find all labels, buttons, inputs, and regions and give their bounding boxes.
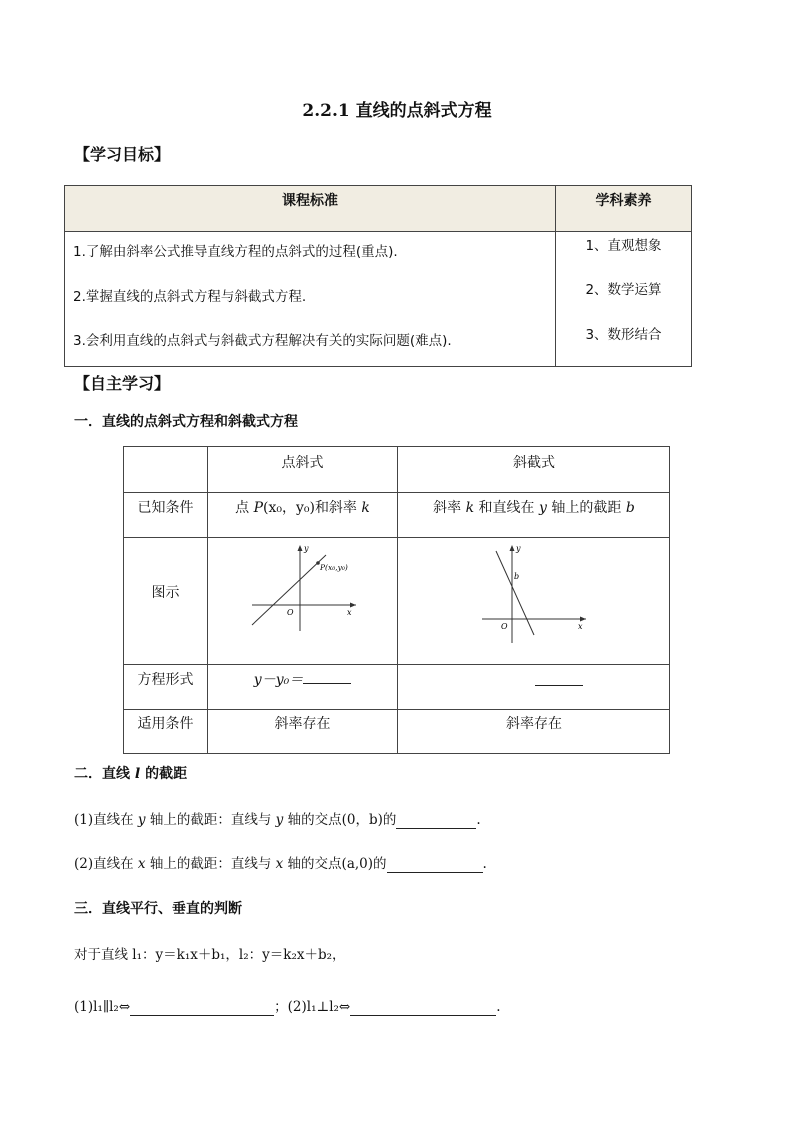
var-y: y bbox=[539, 500, 547, 516]
var-k: k bbox=[465, 500, 475, 516]
text: 轴的交点(0，b)的 bbox=[283, 812, 397, 828]
parallel-perpendicular-questions bbox=[74, 995, 501, 1016]
table-row-divider bbox=[124, 664, 669, 665]
table-row-divider bbox=[124, 492, 669, 493]
part3-heading: 三．直线平行、垂直的判断 bbox=[74, 901, 242, 917]
text: 轴的交点(a,0)的 bbox=[283, 856, 387, 872]
var-x: x bbox=[137, 856, 146, 872]
header-slope-intercept: 斜截式 bbox=[513, 455, 555, 471]
answer-blank[interactable] bbox=[387, 856, 483, 873]
header-point-slope: 点斜式 bbox=[281, 455, 324, 471]
row-label-form: 方程形式 bbox=[137, 672, 194, 688]
var-y: y bbox=[275, 812, 284, 828]
part1-heading: 一．直线的点斜式方程和斜截式方程 bbox=[74, 414, 298, 430]
text: (2)直线在 bbox=[74, 856, 138, 872]
origin-label: O bbox=[287, 608, 294, 617]
form-point-slope bbox=[208, 669, 397, 689]
text: 的截距 bbox=[140, 766, 188, 782]
text: 和直线在 bbox=[474, 500, 540, 516]
period: . bbox=[476, 812, 481, 828]
row-label-condition: 适用条件 bbox=[137, 716, 194, 732]
var-P: P bbox=[253, 500, 263, 516]
point-coords: (x₀，y₀) bbox=[262, 500, 315, 516]
point-slope-figure bbox=[244, 539, 364, 663]
goals-header-literacy: 学科素养 bbox=[595, 193, 652, 209]
x-axis-arrow bbox=[580, 617, 586, 622]
text: 二．直线 bbox=[74, 766, 135, 782]
section-self-study: 【自主学习】 bbox=[74, 374, 171, 393]
answer-blank[interactable] bbox=[396, 812, 476, 829]
y-axis-label: y bbox=[304, 544, 309, 553]
x-axis-arrow bbox=[350, 603, 356, 608]
text: 轴上的截距 bbox=[546, 500, 626, 516]
y-axis-arrow bbox=[298, 545, 303, 551]
var-k: k bbox=[361, 500, 370, 516]
intercept-y-line bbox=[74, 808, 481, 829]
origin-label: O bbox=[501, 622, 508, 631]
row-label-figure: 图示 bbox=[151, 585, 180, 601]
text: 轴上的截距：直线与 bbox=[145, 812, 276, 828]
y-axis-label: y bbox=[516, 544, 521, 553]
text: 和斜率 bbox=[314, 500, 362, 516]
known-slope-intercept bbox=[398, 497, 670, 517]
equation-expr: y－y₀＝ bbox=[253, 672, 304, 688]
text: 斜率 bbox=[433, 500, 466, 516]
literacy-item: 1、直观想象 bbox=[585, 238, 662, 254]
part2-heading bbox=[74, 763, 187, 783]
text: (1)直线在 bbox=[74, 812, 138, 828]
slope-intercept-figure bbox=[474, 539, 594, 663]
table-row-divider bbox=[124, 537, 669, 538]
cond-point-slope: 斜率存在 bbox=[274, 716, 331, 732]
goals-table bbox=[64, 185, 692, 367]
answer-blank[interactable] bbox=[350, 999, 496, 1016]
y-axis-arrow bbox=[510, 545, 515, 551]
period: . bbox=[482, 856, 487, 872]
known-point-slope bbox=[208, 497, 397, 517]
var-b: b bbox=[625, 500, 635, 516]
var-x: x bbox=[275, 856, 284, 872]
objective-item: 2.掌握直线的点斜式方程与斜截式方程. bbox=[73, 289, 307, 305]
row-label-known: 已知条件 bbox=[137, 500, 194, 516]
answer-blank[interactable] bbox=[130, 999, 274, 1016]
table-row-divider bbox=[124, 709, 669, 710]
answer-blank[interactable] bbox=[535, 669, 583, 686]
cond-slope-intercept: 斜率存在 bbox=[506, 716, 562, 732]
perpendicular-condition: (2)l₁⊥l₂⇔ bbox=[287, 999, 351, 1015]
objective-item: 1.了解由斜率公式推导直线方程的点斜式的过程(重点). bbox=[73, 244, 398, 260]
point-P-label: P(x₀,y₀) bbox=[320, 563, 348, 572]
separator: ； bbox=[274, 999, 288, 1015]
var-l: l bbox=[134, 766, 141, 782]
x-axis-label: x bbox=[578, 622, 583, 631]
x-axis-label: x bbox=[347, 608, 352, 617]
form-slope-intercept bbox=[398, 669, 670, 686]
goals-header-standard: 课程标准 bbox=[282, 193, 338, 209]
var-y: y bbox=[137, 812, 146, 828]
objective-item: 3.会利用直线的点斜式与斜截式方程解决有关的实际问题(难点). bbox=[73, 333, 452, 349]
equation-forms-table bbox=[123, 446, 670, 754]
intercept-x-line bbox=[74, 852, 487, 873]
parallel-condition: (1)l₁∥l₂⇔ bbox=[74, 999, 131, 1015]
text: 点 bbox=[235, 500, 254, 516]
literacy-item: 3、数形结合 bbox=[585, 327, 662, 343]
section-learning-goals: 【学习目标】 bbox=[74, 145, 171, 164]
period: . bbox=[496, 999, 501, 1015]
literacy-item: 2、数学运算 bbox=[585, 282, 662, 298]
lines-equations: 对于直线 l₁：y＝k₁x＋b₁，l₂：y＝k₂x＋b₂， bbox=[74, 947, 346, 963]
intercept-label: b bbox=[514, 572, 520, 581]
answer-blank[interactable] bbox=[303, 683, 351, 684]
text: 轴上的截距：直线与 bbox=[145, 856, 276, 872]
page-title: 2.2.1 直线的点斜式方程 bbox=[302, 101, 492, 121]
lines-definition bbox=[74, 943, 346, 963]
